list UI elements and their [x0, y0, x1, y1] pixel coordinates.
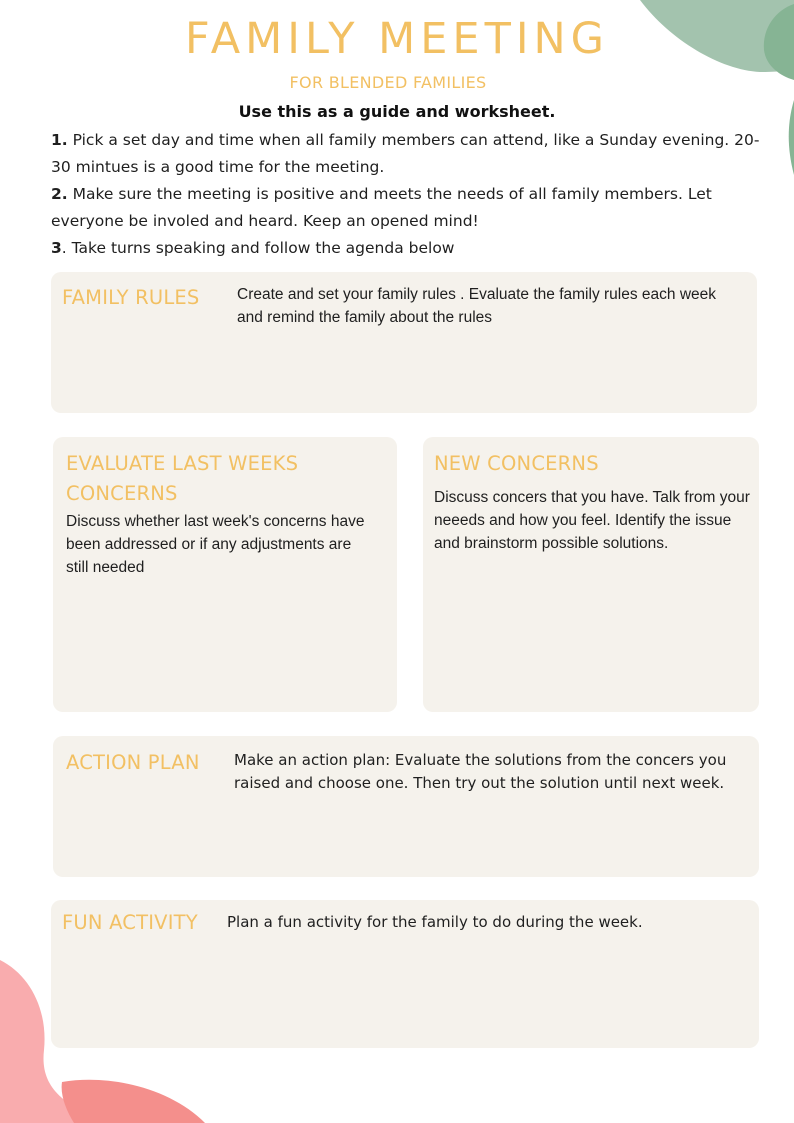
fun-activity-card[interactable]	[51, 900, 759, 1048]
evaluate-concerns-label: EVALUATE LAST WEEKS CONCERNS	[66, 452, 299, 505]
action-plan-card[interactable]	[53, 736, 759, 877]
page-subtitle: FOR BLENDED FAMILIES	[289, 73, 487, 92]
instruction-item	[51, 181, 763, 235]
bottom-left-coral-blob	[62, 1080, 205, 1123]
action-plan-description: Make an action plan: Evaluate the solutions from the concers you raised and choose one. Then try out the solution until next week.	[234, 751, 727, 792]
page-title: FAMILY MEETING	[184, 14, 610, 64]
new-concerns-description: Discuss concers that you have. Talk from your neeeds and how you feel. Identify the issue and brainstorm possible solutions.	[434, 489, 750, 552]
new-concerns-label: NEW CONCERNS	[434, 452, 599, 475]
instruction-number: 1.	[51, 131, 68, 149]
new-concerns-card[interactable]	[423, 437, 759, 712]
instruction-text: Make sure the meeting is positive and meets the needs of all family members. Let everyone be involed and heard. Keep an opened mind!	[51, 185, 712, 230]
evaluate-concerns-description: Discuss whether last week's concerns have been addressed or if any adjustments are still needed	[66, 513, 365, 576]
instruction-number: 3	[51, 239, 62, 257]
family-rules-label: FAMILY RULES	[62, 286, 200, 309]
action-plan-label: ACTION PLAN	[66, 751, 200, 774]
instruction-item	[51, 235, 763, 262]
fun-activity-label: FUN ACTIVITY	[62, 911, 198, 934]
evaluate-concerns-card[interactable]	[53, 437, 397, 712]
instruction-item	[51, 127, 763, 181]
instruction-text: . Take turns speaking and follow the agenda below	[61, 239, 455, 257]
guide-note: Use this as a guide and worksheet.	[238, 102, 556, 121]
instructions-list	[51, 127, 763, 262]
instruction-text: Pick a set day and time when all family members can attend, like a Sunday evening. 20-30 mintues is a good time for the meeting.	[51, 131, 760, 176]
instruction-number: 2.	[51, 185, 68, 203]
family-rules-description: Create and set your family rules . Evaluate the family rules each week and remind the family about the rules	[237, 286, 717, 326]
family-rules-card[interactable]	[51, 272, 757, 413]
fun-activity-description: Plan a fun activity for the family to do during the week.	[227, 913, 643, 931]
